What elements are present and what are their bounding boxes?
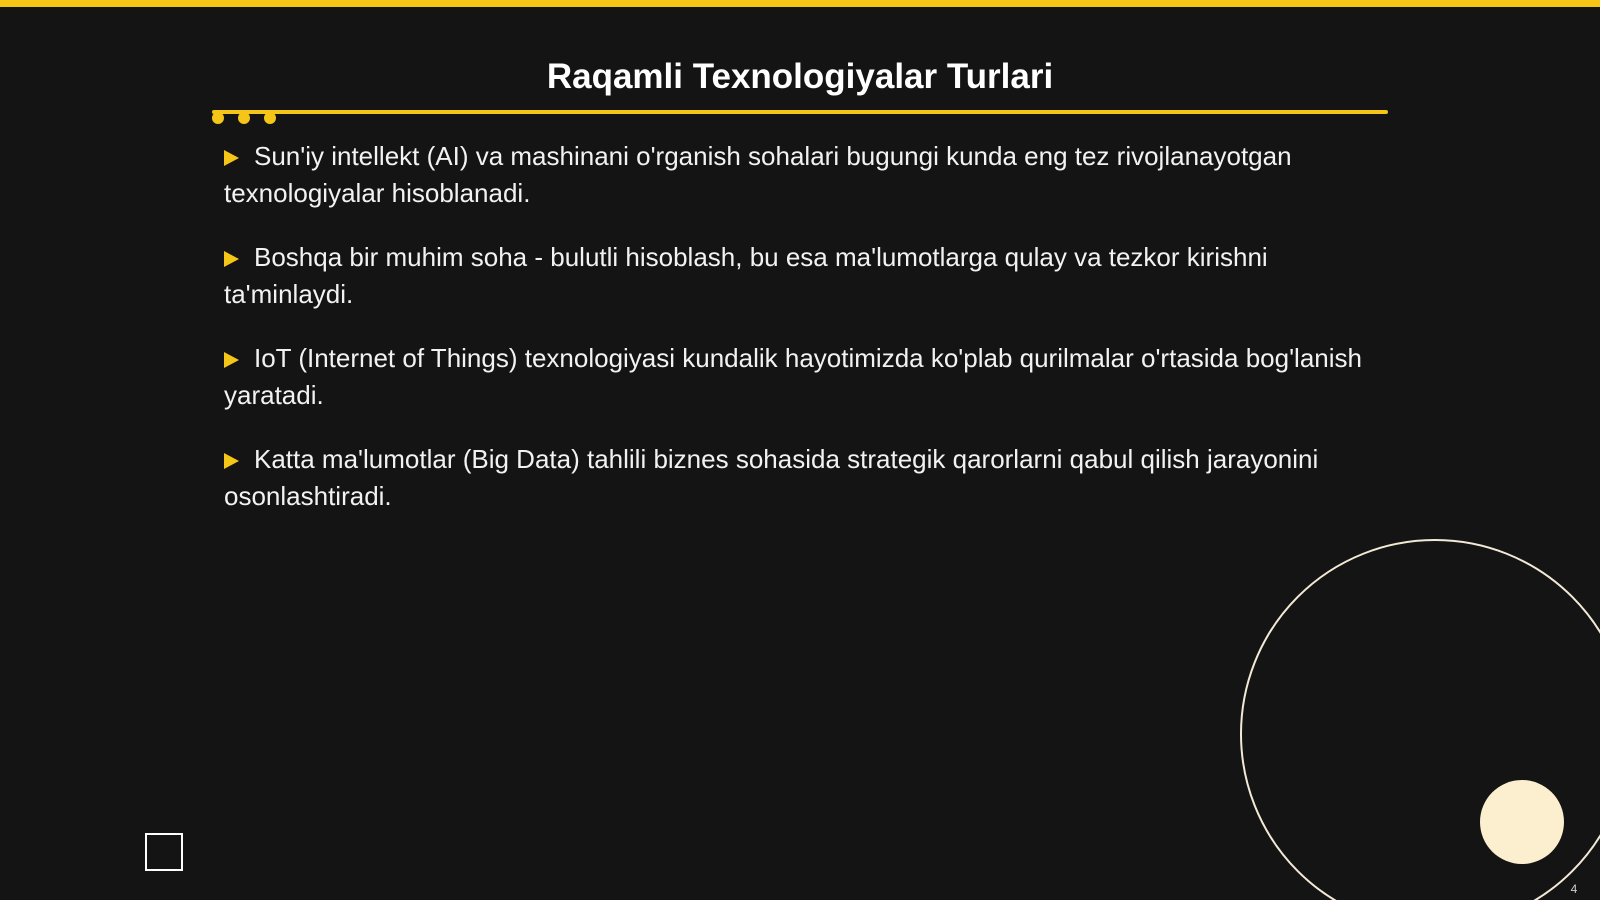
top-accent-bar bbox=[0, 0, 1600, 7]
decor-dot bbox=[264, 112, 276, 124]
bullet-text: Katta ma'lumotlar (Big Data) tahlili biznes sohasida strategik qarorlarni qabul qilish jarayonini osonlashtiradi. bbox=[224, 444, 1319, 511]
bullet-text: IoT (Internet of Things) texnologiyasi kundalik hayotimizda ko'plab qurilmalar o'rtasida bog'lanish yaratadi. bbox=[224, 343, 1362, 410]
title-underline bbox=[212, 110, 1388, 114]
triangle-right-icon bbox=[224, 251, 239, 267]
bullet-item bbox=[224, 239, 1364, 313]
bullet-text: Sun'iy intellekt (AI) va mashinani o'rganish sohalari bugungi kunda eng tez rivojlanayotgan texnologiyalar hisoblanadi. bbox=[224, 141, 1292, 208]
slide-title: Raqamli Texnologiyalar Turlari bbox=[546, 57, 1054, 96]
triangle-right-icon bbox=[224, 453, 239, 469]
bullet-item bbox=[224, 138, 1364, 212]
page-number: 4 bbox=[1570, 882, 1578, 896]
decor-square bbox=[145, 833, 183, 871]
decor-circle bbox=[1480, 780, 1564, 864]
decor-dot bbox=[212, 112, 224, 124]
triangle-right-icon bbox=[224, 352, 239, 368]
decor-dot bbox=[238, 112, 250, 124]
bullet-list bbox=[224, 138, 1364, 542]
bullet-item bbox=[224, 441, 1364, 515]
triangle-right-icon bbox=[224, 150, 239, 166]
bullet-item bbox=[224, 340, 1364, 414]
bullet-text: Boshqa bir muhim soha - bulutli hisoblash, bu esa ma'lumotlarga qulay va tezkor kirishni ta'minlaydi. bbox=[224, 242, 1268, 309]
